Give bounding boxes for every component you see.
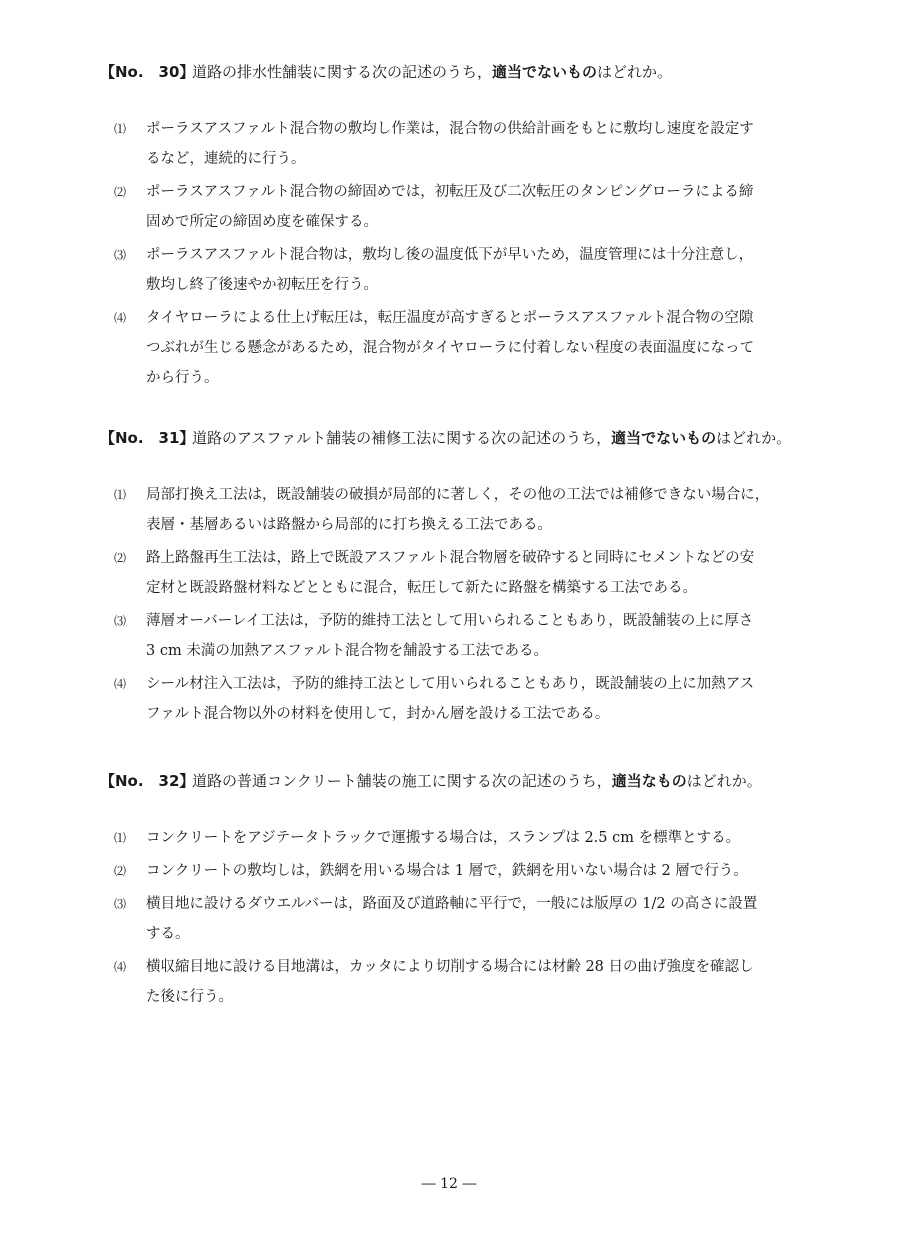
question-header	[100, 771, 820, 791]
question-emphasis: 適当でないもの	[492, 63, 598, 81]
option-text-line: 表層・基層あるいは路盤から局部的に打ち換える工法である。	[146, 517, 552, 533]
option-text-line: た後に行う。	[146, 989, 233, 1005]
option-text-line: 局部打換え工法は，既設舗装の破損が局部的に著しく，その他の工法では補修できない場合に，	[146, 487, 770, 503]
question-32	[100, 771, 820, 1015]
question-31	[100, 428, 820, 732]
question-stem: 道路の普通コンクリート舗装の施工に関する次の記述のうち，適当なものはどれか。	[192, 772, 762, 790]
option-3	[100, 889, 820, 949]
option-2	[100, 543, 820, 603]
option-text-line: コンクリートの敷均しは，鉄網を用いる場合は 1 層で，鉄網を用いない場合は 2 層で行う。	[146, 863, 748, 879]
option-text-line: ファルト混合物以外の材料を使用して，封かん層を設ける工法である。	[146, 706, 610, 722]
question-header	[100, 428, 820, 448]
option-4	[100, 669, 820, 729]
option-text-line: ポーラスアスファルト混合物は，敷均し後の温度低下が早いため，温度管理には十分注意し，	[146, 247, 754, 263]
answer-options	[100, 823, 820, 1012]
option-number: ⑷	[114, 960, 127, 974]
answer-options	[100, 480, 820, 729]
option-text-line: 定材と既設路盤材料などとともに混合，転圧して新たに路盤を構築する工法である。	[146, 580, 697, 596]
option-text-line: ポーラスアスファルト混合物の敷均し作業は，混合物の供給計画をもとに敷均し速度を設定す	[146, 121, 754, 137]
option-text-line: 固めで所定の締固め度を確保する。	[146, 214, 378, 230]
option-2	[100, 177, 820, 237]
option-number: ⑶	[114, 897, 127, 911]
option-2	[100, 856, 820, 886]
question-stem: 道路のアスファルト舗装の補修工法に関する次の記述のうち，適当でないものはどれか。	[192, 429, 792, 447]
question-emphasis: 適当でないもの	[611, 429, 717, 447]
option-number: ⑷	[114, 677, 127, 691]
option-text-line: コンクリートをアジテータトラックで運搬する場合は，スランプは 2.5 cm を標準とする。	[146, 830, 741, 846]
option-text-line: つぶれが生じる懸念があるため，混合物がタイヤローラに付着しない程度の表面温度になって	[146, 340, 755, 356]
option-3	[100, 240, 820, 300]
option-1	[100, 480, 820, 540]
option-3	[100, 606, 820, 666]
option-text-line: 3 cm 未満の加熱アスファルト混合物を舗設する工法である。	[146, 643, 548, 659]
answer-options	[100, 114, 820, 393]
page-number: ― 12 ―	[421, 1176, 477, 1192]
option-text-line: タイヤローラによる仕上げ転圧は，転圧温度が高すぎるとポーラスアスファルト混合物の空隙	[146, 310, 754, 326]
question-30	[100, 62, 820, 396]
option-1	[100, 823, 820, 853]
option-number: ⑶	[114, 614, 127, 628]
option-number: ⑴	[114, 831, 127, 845]
option-number: ⑴	[114, 122, 127, 136]
question-number: 【No. 30】	[100, 63, 195, 81]
option-text-line: 路上路盤再生工法は，路上で既設アスファルト混合物層を破砕すると同時にセメントなどの安	[146, 550, 755, 566]
option-number: ⑵	[114, 551, 127, 565]
option-1	[100, 114, 820, 174]
option-number: ⑷	[114, 311, 127, 325]
option-number: ⑵	[114, 864, 127, 878]
option-text-line: 敷均し終了後速やか初転圧を行う。	[146, 277, 378, 293]
option-text-line: する。	[146, 926, 190, 942]
question-number: 【No. 32】	[100, 772, 195, 790]
option-text-line: るなど，連続的に行う。	[146, 151, 306, 167]
option-number: ⑵	[114, 185, 127, 199]
question-stem: 道路の排水性舗装に関する次の記述のうち，適当でないものはどれか。	[192, 63, 673, 81]
option-number: ⑶	[114, 248, 127, 262]
option-text-line: ポーラスアスファルト混合物の締固めでは，初転圧及び二次転圧のタンピングローラによる締	[146, 184, 754, 200]
option-text-line: シール材注入工法は，予防的維持工法として用いられることもあり，既設舗装の上に加熱アス	[146, 676, 755, 692]
question-header	[100, 62, 820, 82]
question-number: 【No. 31】	[100, 429, 195, 447]
option-text-line: 薄層オーバーレイ工法は，予防的維持工法として用いられることもあり，既設舗装の上に厚さ	[146, 613, 754, 629]
option-4	[100, 952, 820, 1012]
option-4	[100, 303, 820, 393]
question-emphasis: 適当なもの	[611, 772, 687, 790]
option-text-line: 横収縮目地に設ける目地溝は，カッタにより切削する場合には材齢 28 日の曲げ強度を確認し	[146, 959, 754, 975]
option-text-line: から行う。	[146, 370, 219, 386]
option-number: ⑴	[114, 488, 127, 502]
option-text-line: 横目地に設けるダウエルバーは，路面及び道路軸に平行で，一般には版厚の 1/2 の高さに設置	[146, 896, 758, 912]
